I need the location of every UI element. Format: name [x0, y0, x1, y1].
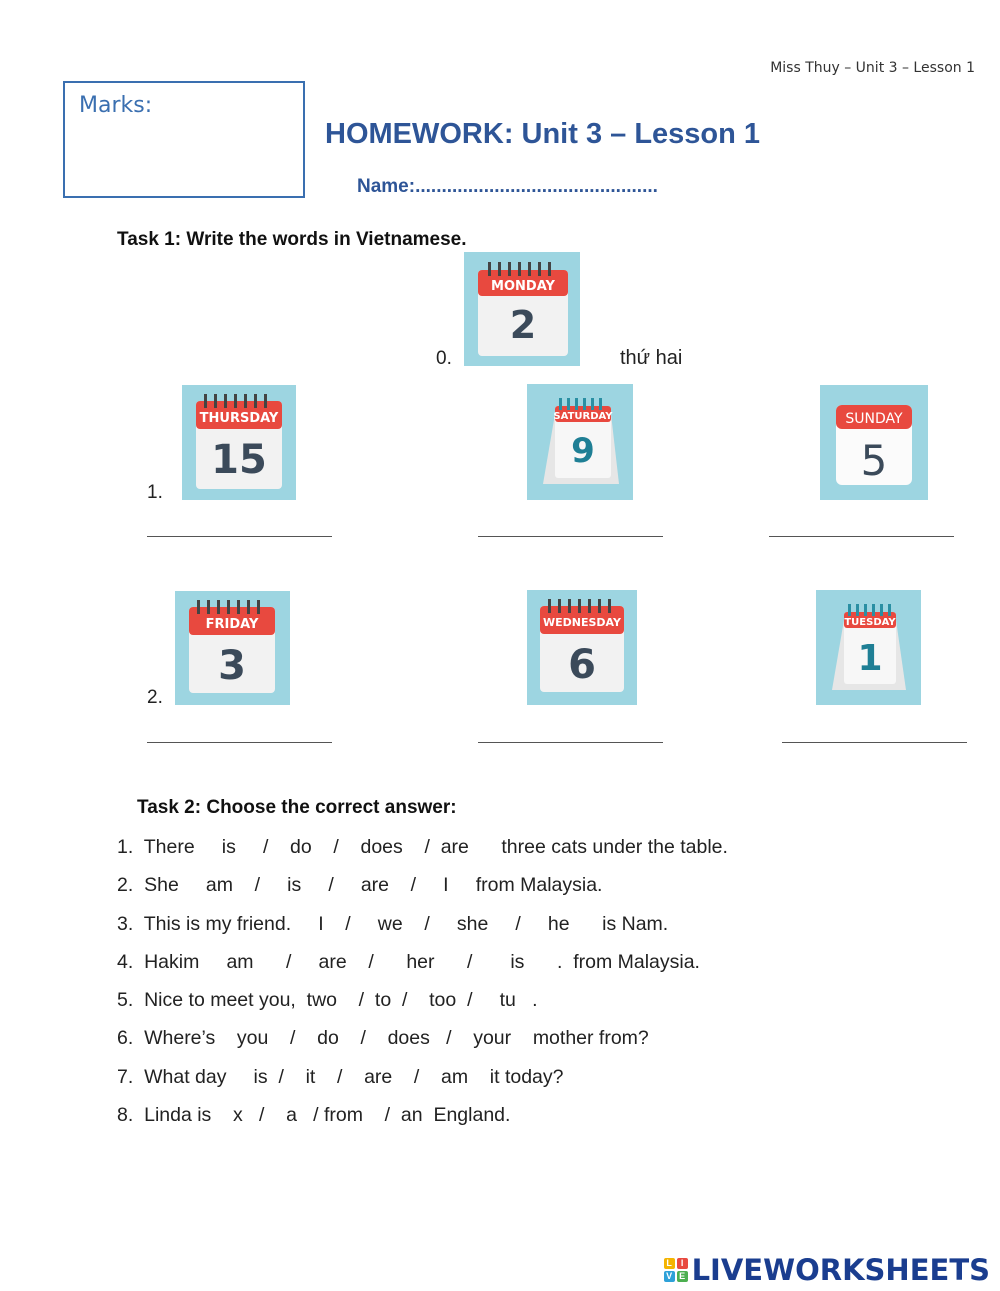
calendar-date-label: 6	[568, 642, 596, 688]
question-row[interactable]: 5. Nice to meet you, two / to / too / tu .	[117, 989, 538, 1011]
question-row[interactable]: 2. She am / is / are / I from Malaysia.	[117, 874, 603, 896]
logo-text: LIVEWORKSHEETS	[691, 1253, 990, 1287]
answer-blank[interactable]	[147, 742, 332, 743]
page-title: HOMEWORK: Unit 3 – Lesson 1	[325, 118, 761, 150]
calendar-date-label: 3	[218, 643, 246, 689]
logo-blocks-icon: L I V E	[664, 1258, 688, 1282]
answer-blank[interactable]	[782, 742, 967, 743]
answer-blank[interactable]	[478, 742, 663, 743]
answer-blank[interactable]	[478, 536, 663, 537]
name-field[interactable]: Name:..............................................	[357, 176, 658, 197]
calendar-date-label: 1	[857, 638, 883, 679]
question-row[interactable]: 8. Linda is x / a / from / an England.	[117, 1104, 511, 1126]
calendar-icon-saturday	[527, 384, 633, 500]
calendar-icon-friday	[175, 591, 290, 705]
calendar-date-label: 2	[509, 303, 537, 347]
row1-number: 1.	[147, 482, 163, 503]
task2-heading: Task 2: Choose the correct answer:	[137, 797, 457, 818]
header-note: Miss Thuy – Unit 3 – Lesson 1	[770, 60, 975, 76]
calendar-day-label: TUESDAY	[844, 617, 896, 628]
marks-box[interactable]	[63, 81, 305, 198]
task1-heading: Task 1: Write the words in Vietnamese.	[117, 229, 467, 250]
example-answer: thứ hai	[620, 347, 683, 369]
calendar-day-label: SUNDAY	[845, 411, 903, 427]
question-row[interactable]: 7. What day is / it / are / am it today?	[117, 1066, 564, 1088]
question-row[interactable]: 6. Where’s you / do / does / your mother from?	[117, 1027, 649, 1049]
calendar-day-label: THURSDAY	[199, 411, 279, 426]
question-row[interactable]: 3. This is my friend. I / we / she / he is Nam.	[117, 913, 669, 935]
question-row[interactable]: 4. Hakim am / are / her / is . from Malaysia.	[117, 951, 700, 973]
calendar-day-label: MONDAY	[491, 279, 555, 294]
row2-number: 2.	[147, 687, 163, 708]
calendar-icon-tuesday	[816, 590, 921, 705]
answer-blank[interactable]	[769, 536, 954, 537]
liveworksheets-logo[interactable]	[664, 1255, 990, 1285]
example-number: 0.	[436, 348, 452, 369]
calendar-date-label: 15	[211, 437, 267, 483]
calendar-icon-sunday	[820, 385, 928, 500]
calendar-day-label: WEDNESDAY	[543, 616, 621, 629]
calendar-icon-thursday	[182, 385, 296, 500]
calendar-day-label: FRIDAY	[205, 617, 259, 632]
calendar-day-label: SATURDAY	[553, 411, 613, 422]
calendar-date-label: 9	[571, 431, 595, 471]
answer-blank[interactable]	[147, 536, 332, 537]
calendar-icon-wednesday	[527, 590, 637, 705]
calendar-date-label: 5	[860, 436, 888, 485]
calendar-icon-monday	[464, 252, 580, 366]
question-row[interactable]: 1. There is / do / does / are three cats under the table.	[117, 836, 728, 858]
marks-label: Marks:	[79, 93, 153, 118]
